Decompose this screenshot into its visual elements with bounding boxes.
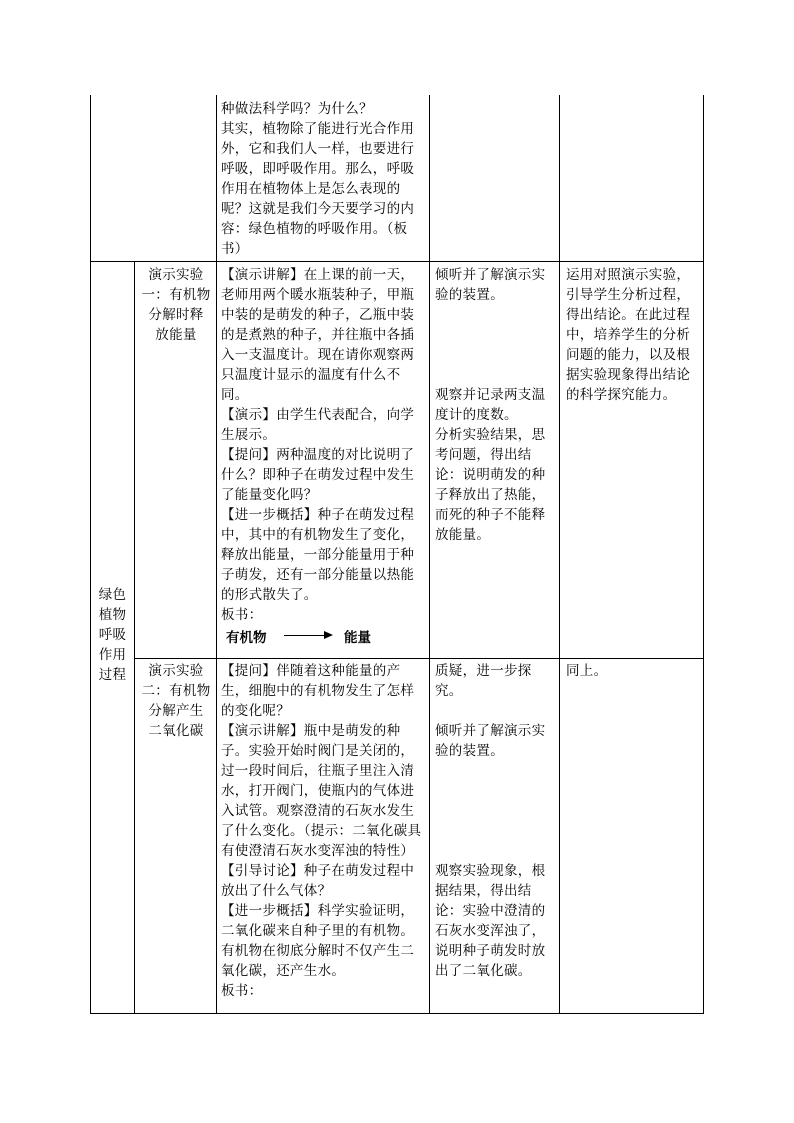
design-purpose-2: 同上。 (566, 663, 608, 679)
topic-experiment-1: 演示实验 一：有机物 分解时释 放能量 (141, 267, 211, 343)
intro-text: 种做法科学吗？为什么？ 其实，植物除了能进行光合作用外，它和我们人一样，也要进行呼吸，即呼吸作用。那么，呼吸作用在植物体上是怎么表现的呢？这就是我们今天要学习的内容：绿色植物的呼吸作用。（板书） (221, 101, 415, 257)
design-purpose-1: 运用对照演示实验，引导学生分析过程，得出结论。在此过程中，培养学生的分析问题的能力，以及根据实验现象得出结论的科学探究能力。 (566, 267, 691, 403)
arrow-icon (284, 635, 328, 636)
column-divider (559, 95, 560, 1014)
column-divider (90, 95, 91, 1014)
teacher-activity-2: 【提问】伴随着这种能量的产生，细胞中的有机物发生了怎样的变化呢？ 【演示讲解】瓶中是萌发的种子。实验开始时阀门是关闭的，过一段时间后，往瓶子里注入清水，打开阀门，使瓶内的气体进入试管。观察澄清的石灰水发生了什么变化。（提示：二氧化碳具有使澄清石灰水变浑浊的特性） 【引导讨论】种子在萌发过程中放出了什么气体？ 【进一步概括】科学实验证明，二氧化碳来自种子里的有机物。有机物在彻底分解时不仅产生二氧化碳，还产生水。 板书： (221, 663, 422, 999)
column-divider (134, 261, 135, 1014)
row-divider (90, 261, 703, 262)
formula-to: 能量 (344, 630, 371, 646)
formula-from: 有机物 (226, 630, 267, 646)
student-activity-2: 质疑，进一步探究。 倾听并了解演示实验的装置。 观察实验现象，根据结果，得出结论：实验中澄清的石灰水变浑浊了，说明种子萌发时放出了二氧化碳。 (435, 663, 546, 979)
arrowhead-icon (324, 631, 333, 639)
table-bottom-border (90, 1013, 703, 1014)
column-divider (703, 95, 704, 1014)
energy-formula (226, 624, 426, 646)
teacher-activity-1: 【演示讲解】在上课的前一天，老师用两个暖水瓶装种子，甲瓶中装的是萌发的种子，乙瓶中装的是煮熟的种子，并往瓶中各插入一支温度计。现在请你观察两只温度计显示的温度有什么不同。 【演示】由学生代表配合，向学生展示。 【提问】两种温度的对比说明了什么？即种子在萌发过程中发生了能量变化吗？ 【进一步概括】种子在萌发过程中，其中的有机物发生了变化，释放出能量，一部分能量用于种子萌发，还有一部分能量以热能的形式散失了。 板书： (221, 267, 415, 623)
section-label: 绿色 植物 呼吸 作用 过程 (98, 587, 127, 683)
topic-experiment-2: 演示实验 二：有机物 分解产生 二氧化碳 (141, 663, 211, 739)
student-activity-1: 倾听并了解演示实验的装置。 观察并记录两支温度计的度数。 分析实验结果，思考问题，得出结论：说明萌发的种子释放出了热能，而死的种子不能释放能量。 (435, 267, 546, 543)
column-divider (429, 95, 430, 1014)
column-divider (216, 95, 217, 1014)
row-divider (134, 658, 703, 659)
